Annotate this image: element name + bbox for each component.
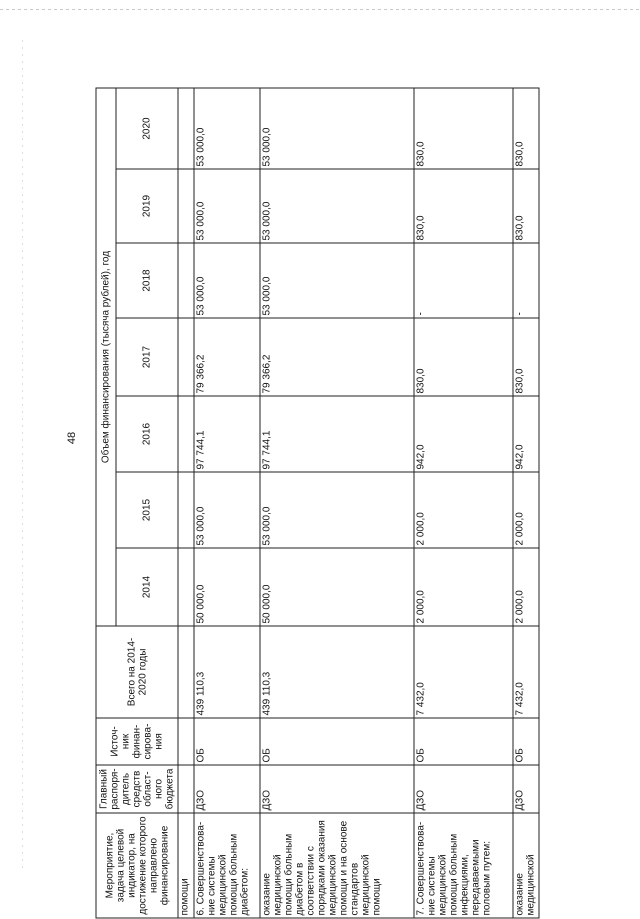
header-year: 2019 xyxy=(116,169,178,243)
cell-source: ОБ xyxy=(260,718,414,765)
cell-2015: 53 000,0 xyxy=(194,472,260,548)
cell-2020: 830,0 xyxy=(414,88,513,169)
funding-table xyxy=(96,88,540,919)
header-funding-group: Объем финансирования (тысяча рублей), год xyxy=(96,88,116,626)
cell-2014: 50 000,0 xyxy=(194,548,260,626)
rotated-table-container xyxy=(96,89,539,919)
cell-manager: ДЗО xyxy=(414,765,513,813)
cell-event: оказание медицинской xyxy=(513,813,539,918)
cell-2016: 97 744,1 xyxy=(260,396,414,472)
cell-event: 6. Совершенствова-ние системы медицинской помощи больным диабетом: xyxy=(194,813,260,918)
cell-manager xyxy=(178,765,194,813)
page-number: 48 xyxy=(66,431,78,445)
cell-2019: 53 000,0 xyxy=(194,169,260,243)
cell-source xyxy=(178,718,194,765)
table-row xyxy=(178,88,194,918)
header-year: 2020 xyxy=(116,88,178,169)
cell-2019: 830,0 xyxy=(513,169,539,243)
header-year: 2015 xyxy=(116,472,178,548)
scan-top-line xyxy=(0,9,640,10)
header-source: Источ-ник финан-сирова-ния xyxy=(96,718,178,765)
cell-2014: 2 000,0 xyxy=(414,548,513,626)
table-row xyxy=(414,88,513,918)
cell-source: ОБ xyxy=(414,718,513,765)
cell-2017: 830,0 xyxy=(513,318,539,396)
cell-2016: 942,0 xyxy=(513,396,539,472)
cell-total: 439 110,3 xyxy=(194,626,260,718)
cell-2019: 830,0 xyxy=(414,169,513,243)
cell-2020: 53 000,0 xyxy=(194,88,260,169)
cell-2018: 53 000,0 xyxy=(260,243,414,318)
cell-source: ОБ xyxy=(513,718,539,765)
cell-total: 7 432,0 xyxy=(513,626,539,718)
cell-2020: 53 000,0 xyxy=(260,88,414,169)
cell-2017: 79 366,2 xyxy=(194,318,260,396)
header-year: 2017 xyxy=(116,318,178,396)
cell-event: 7. Совершенствова-ние системы медицинской помощи больным инфекциями, передаваемыми половым путем: xyxy=(414,813,513,918)
cell-2014 xyxy=(178,548,194,626)
cell-2016: 97 744,1 xyxy=(194,396,260,472)
cell-total xyxy=(178,626,194,718)
cell-event: помощи xyxy=(178,813,194,918)
cell-2015: 2 000,0 xyxy=(513,472,539,548)
header-manager: Главный распоря-дитель средств област-ного бюджета xyxy=(96,765,178,813)
cell-2015 xyxy=(178,472,194,548)
cell-manager: ДЗО xyxy=(194,765,260,813)
cell-2017 xyxy=(178,318,194,396)
header-total: Всего на 2014-2020 годы xyxy=(96,626,178,718)
cell-manager: ДЗО xyxy=(260,765,414,813)
cell-source: ОБ xyxy=(194,718,260,765)
cell-2016 xyxy=(178,396,194,472)
cell-2018: - xyxy=(513,243,539,318)
cell-2018: - xyxy=(414,243,513,318)
table-row xyxy=(194,88,260,918)
header-year: 2014 xyxy=(116,548,178,626)
cell-2018 xyxy=(178,243,194,318)
header-event: Мероприятие, задача целевой индикатор, на достижение которого направлено финансирование xyxy=(96,813,178,918)
cell-2014: 50 000,0 xyxy=(260,548,414,626)
cell-2015: 53 000,0 xyxy=(260,472,414,548)
cell-2017: 79 366,2 xyxy=(260,318,414,396)
cell-2020 xyxy=(178,88,194,169)
cell-2016: 942,0 xyxy=(414,396,513,472)
header-year: 2016 xyxy=(116,396,178,472)
table-row xyxy=(513,88,539,918)
scan-left-edge xyxy=(22,40,23,870)
cell-2014: 2 000,0 xyxy=(513,548,539,626)
cell-2020: 830,0 xyxy=(513,88,539,169)
cell-manager: ДЗО xyxy=(513,765,539,813)
cell-total: 7 432,0 xyxy=(414,626,513,718)
cell-2017: 830,0 xyxy=(414,318,513,396)
cell-2019 xyxy=(178,169,194,243)
table-row xyxy=(260,88,414,918)
cell-total: 439 110,3 xyxy=(260,626,414,718)
cell-2015: 2 000,0 xyxy=(414,472,513,548)
cell-2019: 53 000,0 xyxy=(260,169,414,243)
cell-2018: 53 000,0 xyxy=(194,243,260,318)
cell-event: оказание медицинской помощи больным диабетом в соответствии с порядками оказания медицинской помощи и на основе стандартов медицинской помощи xyxy=(260,813,414,918)
header-year: 2018 xyxy=(116,243,178,318)
